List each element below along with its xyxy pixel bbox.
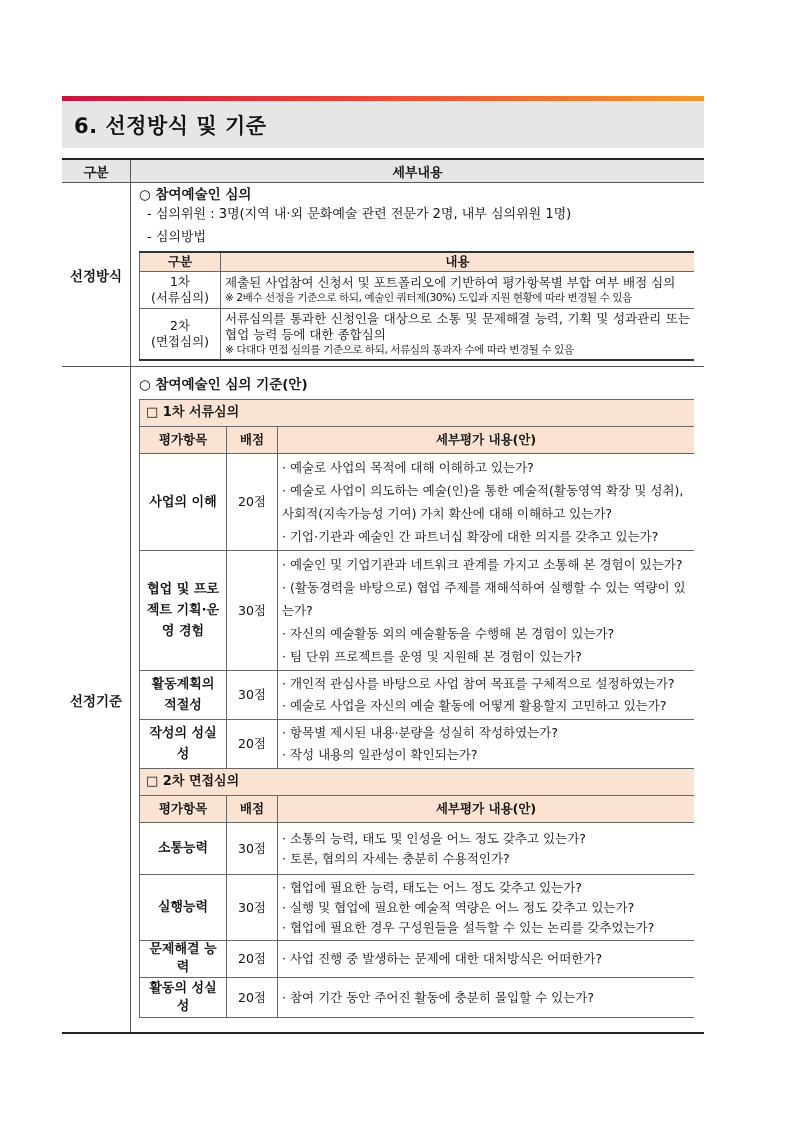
criteria-item: 문제해결 능력 bbox=[140, 941, 227, 978]
review-content: 제출된 사업참여 신청서 및 포트폴리오에 기반하여 평가항목별 부합 여부 배점 심의 bbox=[225, 275, 676, 290]
criteria-detail: · 참여 기간 동안 주어진 활동에 충분히 몰입할 수 있는가? bbox=[282, 989, 595, 1005]
review-header-content: 내용 bbox=[221, 252, 695, 272]
col-detail-header: 세부평가 내용(안) bbox=[278, 796, 695, 823]
criteria-row bbox=[140, 671, 695, 720]
review-note: ※ 2배수 선정을 기준으로 하되, 예술인 쿼터제(30%) 도입과 지원 현황에 따라 변경될 수 있음 bbox=[225, 292, 632, 304]
selection-criteria-label: 선정기준 bbox=[62, 367, 131, 1034]
criteria-row bbox=[140, 875, 695, 941]
criteria-row bbox=[140, 720, 695, 769]
header-category: 구분 bbox=[62, 159, 131, 183]
review-note: ※ 다대다 면접 심의를 기준으로 하되, 서류심의 통과자 수에 따라 변경될 수 있음 bbox=[225, 344, 574, 356]
criteria-score: 20점 bbox=[227, 978, 278, 1018]
selection-method-content bbox=[131, 183, 705, 367]
criteria-score: 20점 bbox=[227, 720, 278, 769]
criteria-detail: · 개인적 관심사를 바탕으로 사업 참여 목표를 구체적으로 설정하였는가? bbox=[282, 676, 675, 691]
criteria-detail: · 예술로 사업이 의도하는 예술(인)을 통한 예술적(활동영역 확장 및 성취), 사회적(지속가능성 기여) 가치 확산에 대해 이해하고 있는가? bbox=[282, 483, 684, 521]
review-stage-sub: (서류심의) bbox=[150, 290, 210, 305]
selection-method-label: 선정방식 bbox=[62, 183, 131, 367]
method-line-committee: - 심의위원 : 3명(지역 내·외 문화예술 관련 전문가 2명, 내부 심의위원 1명) bbox=[147, 207, 572, 222]
stage2-title: □ 2차 면접심의 bbox=[140, 769, 695, 796]
col-item-header: 평가항목 bbox=[140, 427, 227, 454]
col-score-header: 배점 bbox=[227, 796, 278, 823]
criteria-detail: · 팀 단위 프로젝트를 운영 및 지원해 본 경험이 있는가? bbox=[282, 649, 582, 664]
criteria-detail: · 협업에 필요한 경우 구성원들을 설득할 수 있는 논리를 갖추었는가? bbox=[282, 919, 655, 935]
criteria-detail: · 자신의 예술활동 외의 예술활동을 수행해 본 경험이 있는가? bbox=[282, 626, 615, 641]
criteria-score: 30점 bbox=[227, 823, 278, 875]
criteria-score: 20점 bbox=[227, 454, 278, 551]
review-stage: 2차 bbox=[169, 318, 191, 333]
criteria-row bbox=[140, 551, 695, 671]
stage1-title: □ 1차 서류심의 bbox=[140, 400, 695, 427]
review-stage: 1차 bbox=[169, 274, 191, 289]
review-row-stage1 bbox=[140, 272, 695, 309]
method-heading: ○ 참여예술인 심의 bbox=[139, 187, 252, 203]
criteria-score: 20점 bbox=[227, 941, 278, 978]
col-detail-header: 세부평가 내용(안) bbox=[278, 427, 695, 454]
review-header-category: 구분 bbox=[140, 252, 221, 272]
criteria-row bbox=[140, 823, 695, 875]
criteria-row bbox=[140, 454, 695, 551]
col-item-header: 평가항목 bbox=[140, 796, 227, 823]
criteria-detail: · 예술로 사업의 목적에 대해 이해하고 있는가? bbox=[282, 460, 534, 475]
criteria-item: 소통능력 bbox=[140, 823, 227, 875]
criteria-item: 활동계획의 적절성 bbox=[140, 671, 227, 720]
criteria-score: 30점 bbox=[227, 875, 278, 941]
criteria-detail: · 소통의 능력, 태도 및 인성을 어느 정도 갖추고 있는가? bbox=[282, 830, 586, 846]
criteria-row bbox=[140, 978, 695, 1018]
criteria-item: 작성의 성실성 bbox=[140, 720, 227, 769]
criteria-detail: · 예술인 및 기업기관과 네트워크 관계를 가지고 소통해 본 경험이 있는가? bbox=[282, 557, 683, 572]
criteria-detail: · (활동경력을 바탕으로) 협업 주제를 재해석하여 실행할 수 있는 역량이 있는가? bbox=[282, 580, 686, 618]
section-title: 6. 선정방식 및 기준 bbox=[74, 114, 267, 138]
criteria-detail: · 항목별 제시된 내용·분량을 성실히 작성하였는가? bbox=[282, 725, 558, 740]
header-details: 세부내용 bbox=[131, 159, 705, 183]
review-method-table bbox=[139, 251, 694, 361]
criteria-row bbox=[140, 941, 695, 978]
criteria-detail: · 작성 내용의 일관성이 확인되는가? bbox=[282, 747, 478, 762]
criteria-detail: · 사업 진행 중 발생하는 문제에 대한 대처방식은 어떠한가? bbox=[282, 951, 603, 966]
criteria-score: 30점 bbox=[227, 551, 278, 671]
review-content: 서류심의를 통과한 신청인을 대상으로 소통 및 문제해결 능력, 기획 및 성과관리 또는 협업 능력 등에 대한 종합심의 bbox=[225, 311, 690, 342]
selection-table bbox=[62, 158, 704, 1034]
criteria-detail: · 협업에 필요한 능력, 태도는 어느 정도 갖추고 있는가? bbox=[282, 879, 582, 895]
criteria-item: 활동의 성실성 bbox=[140, 978, 227, 1018]
criteria-table bbox=[139, 399, 694, 1018]
criteria-item: 협업 및 프로젝트 기획·운영 경험 bbox=[140, 551, 227, 671]
section-title-box bbox=[62, 101, 704, 148]
review-row-stage2 bbox=[140, 309, 695, 361]
criteria-detail: · 예술로 사업을 자신의 예술 활동에 어떻게 활용할지 고민하고 있는가? bbox=[282, 698, 667, 713]
criteria-score: 30점 bbox=[227, 671, 278, 720]
review-stage-sub: (면접심의) bbox=[150, 334, 210, 349]
criteria-item: 사업의 이해 bbox=[140, 454, 227, 551]
criteria-detail: · 기업·기관과 예술인 간 파트너십 확장에 대한 의지를 갖추고 있는가? bbox=[282, 529, 659, 544]
criteria-item: 실행능력 bbox=[140, 875, 227, 941]
criteria-detail: · 실행 및 협업에 필요한 예술적 역량은 어느 정도 갖추고 있는가? bbox=[282, 899, 635, 915]
criteria-detail: · 토론, 협의의 자세는 충분히 수용적인가? bbox=[282, 850, 510, 866]
selection-criteria-content bbox=[131, 367, 705, 1034]
col-score-header: 배점 bbox=[227, 427, 278, 454]
criteria-heading: ○ 참여예술인 심의 기준(안) bbox=[139, 377, 308, 393]
method-line-method: - 심의방법 bbox=[147, 230, 207, 245]
